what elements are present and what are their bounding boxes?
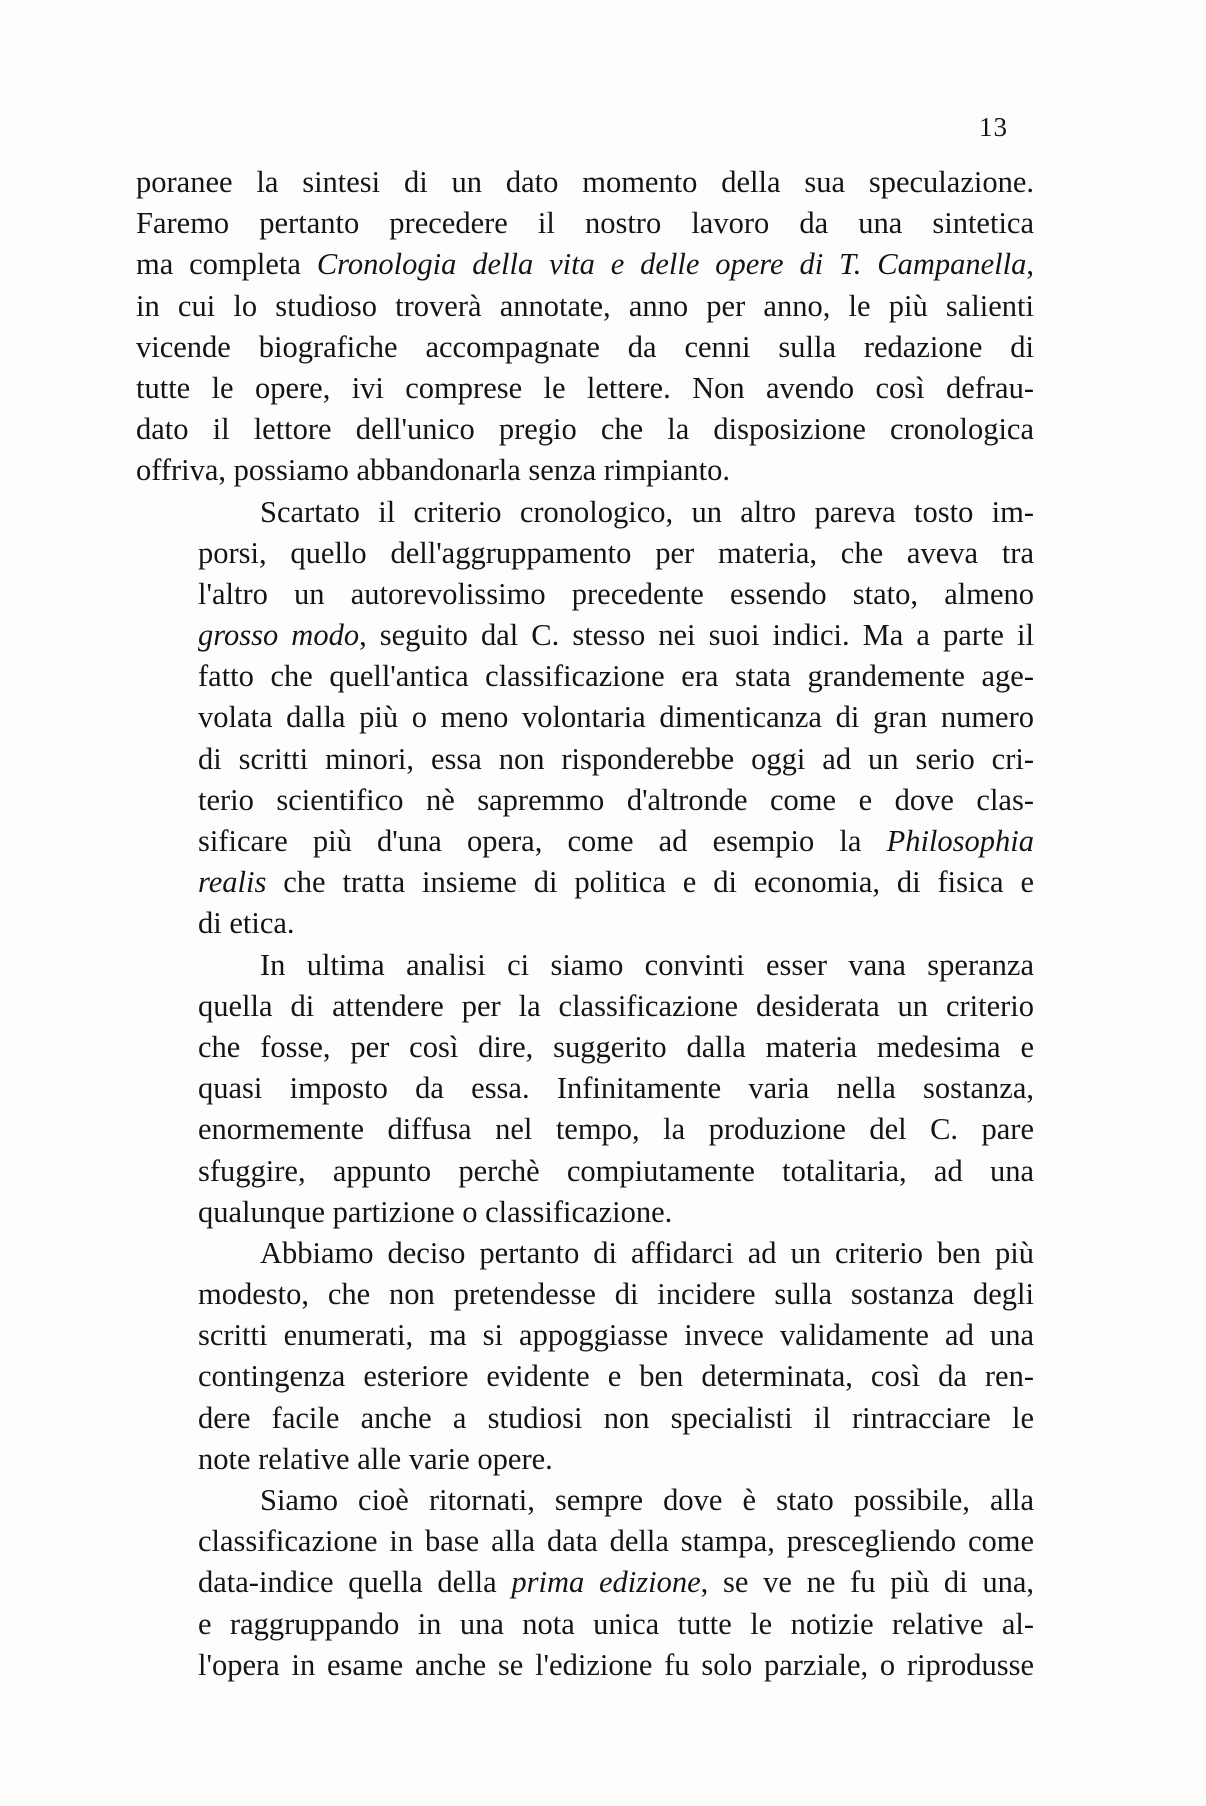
italic-phrase: prima edizione bbox=[511, 1565, 701, 1600]
text-line bbox=[136, 1398, 1034, 1439]
italic-phrase: Philosophia bbox=[886, 824, 1034, 858]
text-segment: , seguito dal C. stesso nei suoi indici. Ma a parte il bbox=[359, 618, 1034, 653]
text-segment: qualunque partizione o classificazione. bbox=[198, 1194, 673, 1229]
text-segment: enormemente diffusa nel tempo, la produzione del C. pare bbox=[198, 1112, 1034, 1147]
text-line bbox=[136, 739, 1034, 780]
text-segment: porsi, quello dell'aggruppamento per materia, che aveva tra bbox=[198, 535, 1034, 570]
text-segment: terio scientifico nè sapremmo d'altronde come e dove clas- bbox=[198, 782, 1034, 817]
text-line bbox=[136, 1645, 1034, 1686]
text-segment: , se ve ne fu più di una, bbox=[700, 1565, 1034, 1600]
text-segment: quella di attendere per la classificazione desiderata un criterio bbox=[198, 988, 1034, 1023]
text-line bbox=[136, 1439, 1034, 1480]
paragraph bbox=[136, 492, 1034, 945]
italic-phrase: realis bbox=[198, 865, 267, 900]
text-line bbox=[136, 1521, 1034, 1562]
text-line bbox=[136, 903, 1034, 944]
text-segment: Faremo pertanto precedere il nostro lavoro da una sintetica bbox=[136, 206, 1034, 241]
text-line bbox=[136, 1233, 1034, 1274]
text-line bbox=[136, 986, 1034, 1027]
text-segment: di scritti minori, essa non risponderebbe oggi ad un serio cri- bbox=[198, 741, 1034, 776]
text-line bbox=[136, 162, 1034, 203]
text-segment: offriva, possiamo abbandonarla senza rimpianto. bbox=[136, 453, 731, 488]
text-segment: Scartato il criterio cronologico, un altro pareva tosto im- bbox=[260, 494, 1034, 529]
paragraph bbox=[136, 945, 1034, 1233]
text-segment: ma completa bbox=[136, 247, 317, 282]
text-segment: che tratta insieme di politica e di economia, di fisica e bbox=[266, 865, 1034, 900]
text-segment: l'altro un autorevolissimo precedente essendo stato, almeno bbox=[198, 576, 1034, 611]
text-segment: vicende biografiche accompagnate da cenni sulla redazione di bbox=[136, 329, 1034, 364]
text-line bbox=[136, 1151, 1034, 1192]
text-line bbox=[136, 1068, 1034, 1109]
text-line bbox=[136, 1604, 1034, 1645]
text-line bbox=[136, 450, 1034, 491]
text-segment: che fosse, per così dire, suggerito dalla materia medesima e bbox=[198, 1029, 1034, 1064]
text-line bbox=[136, 1315, 1034, 1356]
text-line bbox=[136, 697, 1034, 738]
text-segment: tutte le opere, ivi comprese le lettere. Non avendo così defrau- bbox=[136, 370, 1034, 405]
text-line bbox=[136, 862, 1034, 903]
text-segment: quasi imposto da essa. Infinitamente varia nella sostanza, bbox=[198, 1071, 1034, 1106]
body-text bbox=[136, 162, 1034, 1686]
text-line bbox=[136, 1274, 1034, 1315]
text-segment: data-indice quella della bbox=[198, 1565, 512, 1600]
text-line bbox=[136, 1192, 1034, 1233]
text-line bbox=[136, 574, 1034, 615]
text-segment: in cui lo studioso troverà annotate, anno per anno, le più salienti bbox=[136, 288, 1034, 323]
text-segment: scritti enumerati, ma si appoggiasse invece validamente ad una bbox=[198, 1318, 1034, 1353]
text-line bbox=[136, 203, 1034, 244]
paragraph bbox=[136, 1233, 1034, 1480]
text-line bbox=[136, 1109, 1034, 1150]
text-line bbox=[136, 368, 1034, 409]
text-segment: di etica. bbox=[198, 906, 295, 941]
text-line bbox=[136, 244, 1034, 285]
italic-phrase: Cronologia della vita e delle opere di T. Campanella bbox=[316, 247, 1027, 282]
text-segment: Siamo cioè ritornati, sempre dove è stato possibile, alla bbox=[260, 1483, 1034, 1517]
text-segment: contingenza esteriore evidente e ben determinata, così da ren- bbox=[198, 1359, 1034, 1394]
italic-phrase: grosso modo bbox=[198, 618, 360, 653]
text-segment: modesto, che non pretendesse di incidere sulla sostanza degli bbox=[198, 1277, 1034, 1312]
text-segment: classificazione in base alla data della stampa, prescegliendo come bbox=[198, 1524, 1034, 1559]
text-line bbox=[136, 615, 1034, 656]
text-segment: sificare più d'una opera, come ad esempio la bbox=[198, 824, 887, 858]
text-segment: dato il lettore dell'unico pregio che la disposizione cronologica bbox=[136, 412, 1034, 447]
text-line bbox=[136, 821, 1034, 862]
text-segment: Abbiamo deciso pertanto di affidarci ad un criterio ben più bbox=[260, 1235, 1034, 1270]
text-line bbox=[136, 327, 1034, 368]
text-segment: e raggruppando in una nota unica tutte le notizie relative al- bbox=[198, 1606, 1034, 1641]
text-segment: l'opera in esame anche se l'edizione fu solo parziale, o riprodusse bbox=[198, 1647, 1034, 1682]
text-segment: poranee la sintesi di un dato momento della sua speculazione. bbox=[136, 165, 1034, 199]
paragraph bbox=[136, 162, 1034, 492]
text-segment: sfuggire, appunto perchè compiutamente totalitaria, ad una bbox=[198, 1153, 1034, 1188]
text-line bbox=[136, 409, 1034, 450]
text-segment: dere facile anche a studiosi non specialisti il rintracciare le bbox=[198, 1400, 1034, 1435]
text-line bbox=[136, 1356, 1034, 1397]
text-line bbox=[136, 533, 1034, 574]
paragraph bbox=[136, 1480, 1034, 1686]
text-line bbox=[136, 492, 1034, 533]
text-line bbox=[136, 1480, 1034, 1521]
text-line bbox=[136, 1027, 1034, 1068]
text-line bbox=[136, 945, 1034, 986]
text-line bbox=[136, 1562, 1034, 1603]
text-segment: note relative alle varie opere. bbox=[198, 1441, 553, 1476]
text-line bbox=[136, 780, 1034, 821]
text-segment: , bbox=[1026, 247, 1034, 282]
text-line bbox=[136, 286, 1034, 327]
text-line bbox=[136, 656, 1034, 697]
text-segment: fatto che quell'antica classificazione era stata grandemente age- bbox=[198, 659, 1034, 694]
page-number: 13 bbox=[979, 112, 1008, 142]
text-segment: volata dalla più o meno volontaria dimenticanza di gran numero bbox=[198, 700, 1034, 735]
text-segment: In ultima analisi ci siamo convinti esser vana speranza bbox=[260, 947, 1034, 982]
